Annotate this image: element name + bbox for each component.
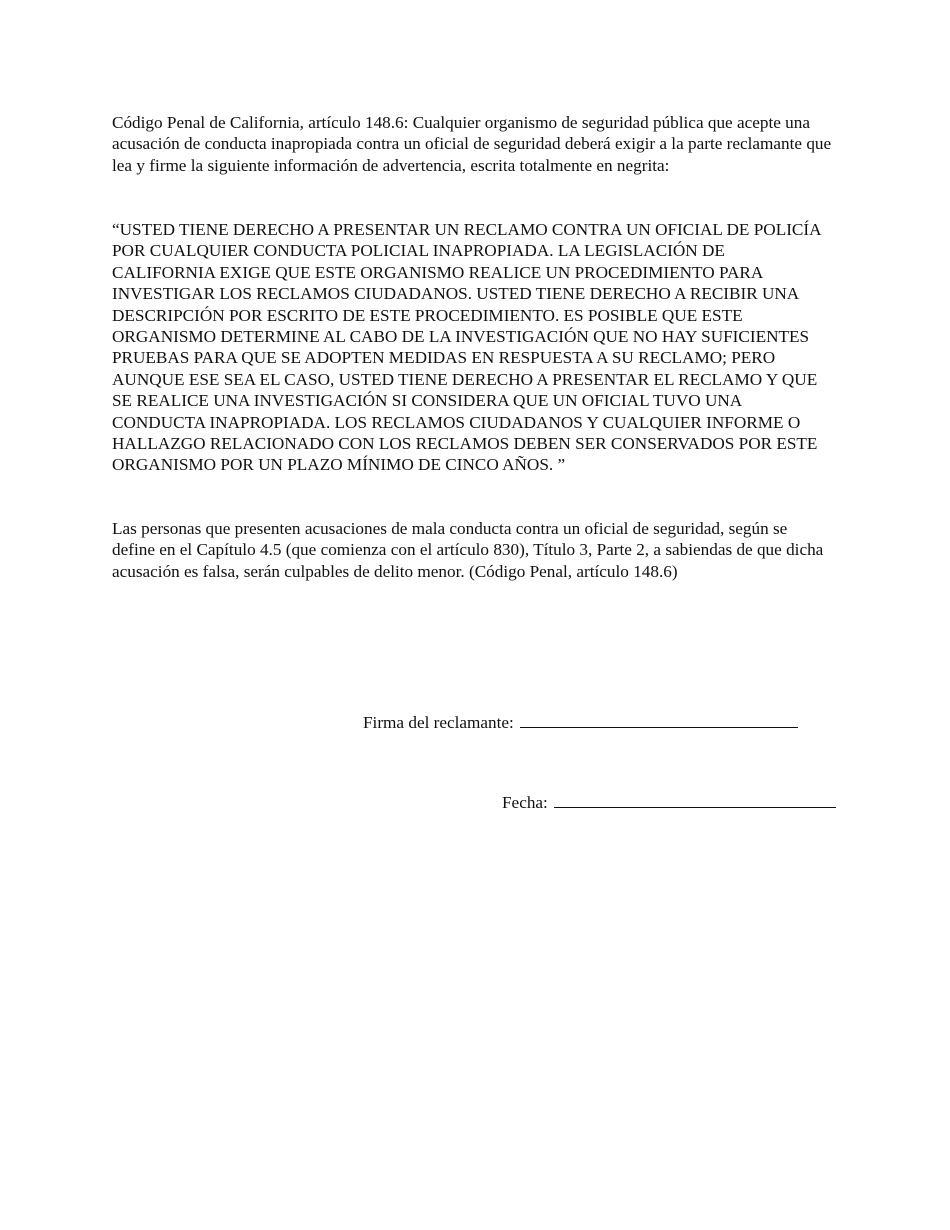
date-field[interactable]: [554, 791, 836, 808]
warning-paragraph: “USTED TIENE DERECHO A PRESENTAR UN RECLAMO CONTRA UN OFICIAL DE POLICÍA POR CUALQUIER CONDUCTA POLICIAL INAPROPIADA. LA LEGISLACIÓN DE CALIFORNIA EXIGE QUE ESTE ORGANISMO REALICE UN PROCEDIMIENTO PARA INVESTIGAR LOS RECLAMOS CIUDADANOS. USTED TIENE DERECHO A RECIBIR UNA DESCRIPCIÓN POR ESCRITO DE ESTE PROCEDIMIENTO. ES POSIBLE QUE ESTE ORGANISMO DETERMINE AL CABO DE LA INVESTIGACIÓN QUE NO HAY SUFICIENTES PRUEBAS PARA QUE SE ADOPTEN MEDIDAS EN RESPUESTA A SU RECLAMO; PERO AUNQUE ESE SEA EL CASO, USTED TIENE DERECHO A PRESENTAR EL RECLAMO Y QUE SE REALICE UNA INVESTIGACIÓN SI CONSIDERA QUE UN OFICIAL TUVO UNA CONDUCTA INAPROPIADA. LOS RECLAMOS CIUDADANOS Y CUALQUIER INFORME O HALLAZGO RELACIONADO CON LOS RECLAMOS DEBEN SER CONSERVADOS POR ESTE ORGANISMO POR UN PLAZO MÍNIMO DE CINCO AÑOS. ”: [112, 220, 821, 475]
signature-label: Firma del reclamante:: [363, 713, 514, 732]
signature-field[interactable]: [520, 711, 798, 728]
intro-paragraph: Código Penal de California, artículo 148.6: Cualquier organismo de seguridad pública que acepte una acusación de conducta inapropiada contra un oficial de seguridad deberá exigir a la parte reclamante que lea y firme la siguiente información de advertencia, escrita totalmente en negrita:: [112, 113, 832, 175]
date-label: Fecha:: [502, 793, 548, 812]
penalty-paragraph: Las personas que presenten acusaciones de mala conducta contra un oficial de seguridad, según se define en el Capítulo 4.5 (que comienza con el artículo 830), Título 3, Parte 2, a sabiendas de que dicha acusación es falsa, serán culpables de delito menor. (Código Penal, artículo 148.6): [112, 519, 824, 581]
date-row: [502, 791, 836, 814]
signature-row: [363, 711, 798, 734]
